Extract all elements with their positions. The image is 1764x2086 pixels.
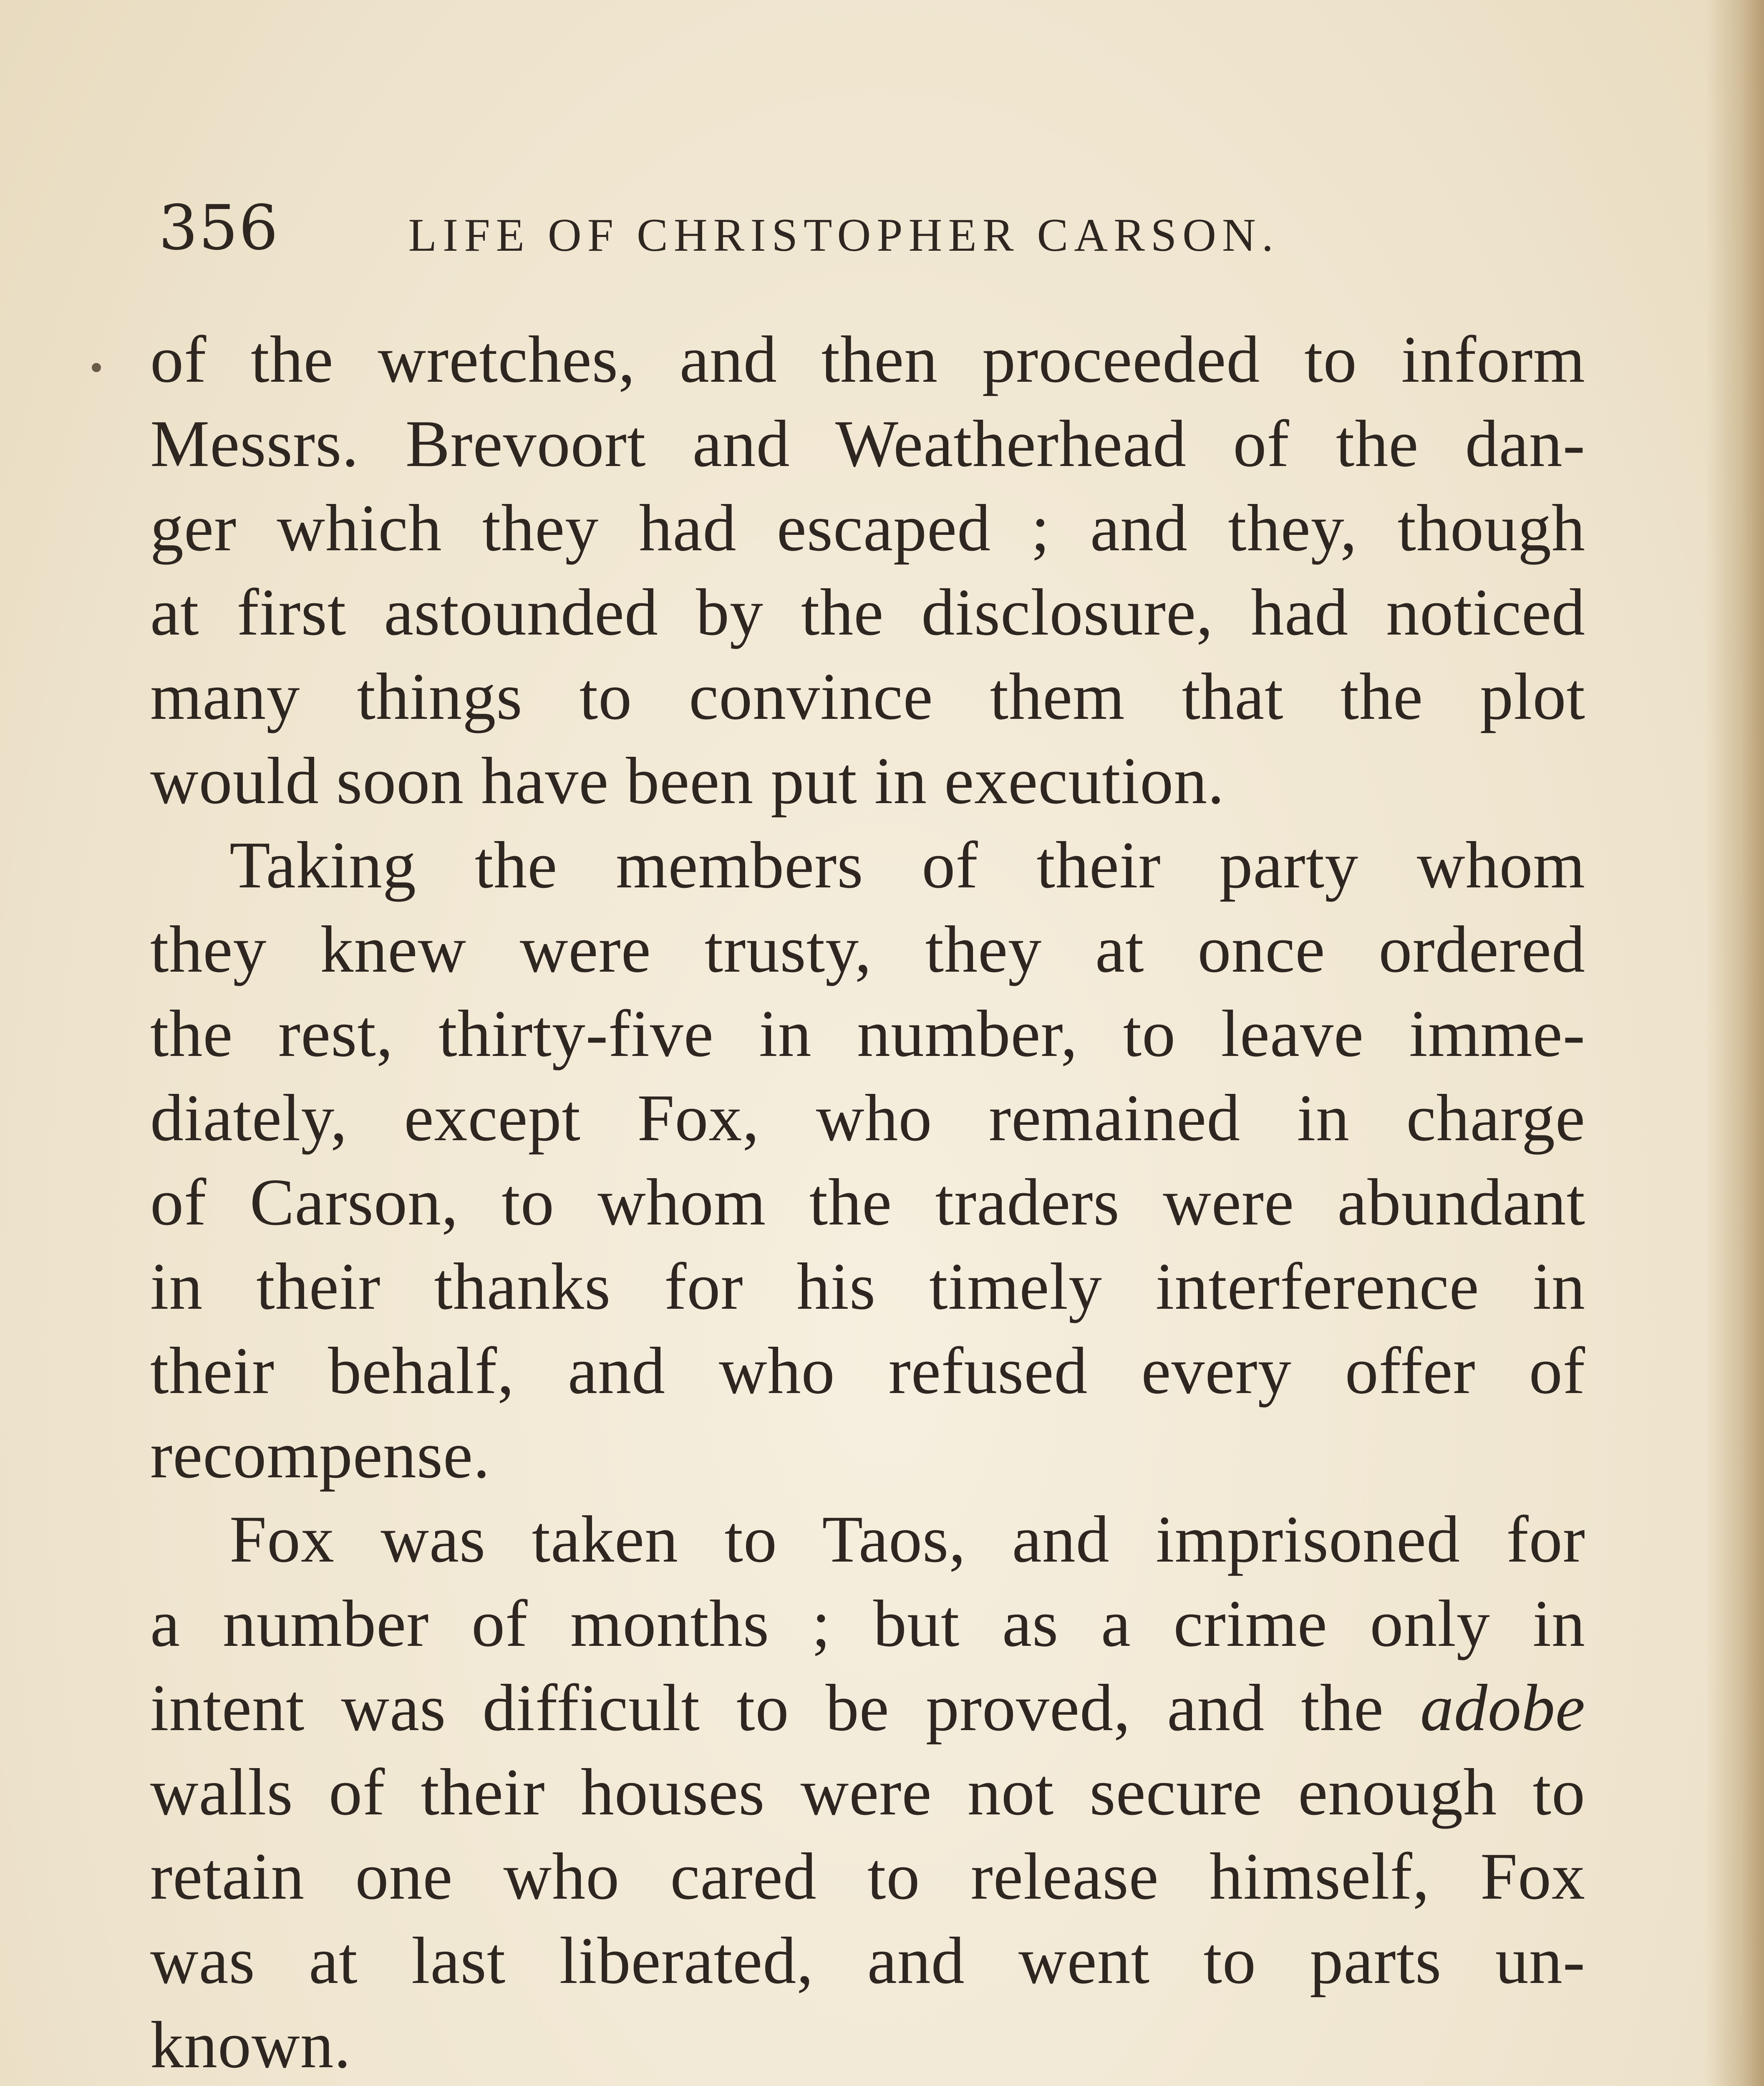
text-line: Taking the members of their party whom bbox=[229, 828, 1585, 902]
margin-speck bbox=[92, 363, 101, 372]
text-line: was at last liberated, and went to parts un- bbox=[150, 1923, 1585, 1998]
text-line: Fox was taken to Taos, and imprisoned for bbox=[229, 1502, 1585, 1576]
running-title: LIFE OF CHRISTOPHER CARSON. bbox=[408, 209, 1279, 261]
text-line: their behalf, and who refused every offer of bbox=[150, 1333, 1585, 1408]
body-text bbox=[150, 317, 1585, 2086]
text-line: in their thanks for his timely interference in bbox=[150, 1249, 1585, 1323]
text-line: recompense. bbox=[150, 1418, 491, 1492]
text-line: a number of months ; but as a crime only in bbox=[150, 1586, 1585, 1660]
text-line: at first astounded by the disclosure, had noticed bbox=[150, 575, 1585, 649]
text-line: the rest, thirty-five in number, to leave imme- bbox=[150, 996, 1585, 1071]
running-head bbox=[159, 175, 1577, 264]
text-line: Messrs. Brevoort and Weatherhead of the dan- bbox=[150, 406, 1585, 481]
text-line: known. bbox=[150, 2008, 351, 2082]
text-line: walls of their houses were not secure enough to bbox=[150, 1755, 1585, 1829]
text-line: many things to convince them that the plot bbox=[150, 659, 1585, 733]
text-line: they knew were trusty, they at once ordered bbox=[150, 912, 1585, 986]
binding-edge-shadow bbox=[1706, 0, 1764, 2086]
text-segment: intent was difficult to be proved, and the bbox=[150, 1670, 1384, 1745]
text-line: ger which they had escaped ; and they, though bbox=[150, 491, 1585, 565]
text-line: of Carson, to whom the traders were abundant bbox=[150, 1165, 1585, 1239]
page-number: 356 bbox=[159, 192, 279, 264]
text-line: would soon have been put in execution. bbox=[150, 743, 1225, 818]
text-line: of the wretches, and then proceeded to inform bbox=[150, 322, 1585, 396]
text-line: diately, except Fox, who remained in charge bbox=[150, 1081, 1585, 1155]
text-line-with-italic bbox=[150, 1665, 1585, 1750]
italic-word: adobe bbox=[1420, 1670, 1586, 1745]
text-line: retain one who cared to release himself, Fox bbox=[150, 1839, 1585, 1913]
